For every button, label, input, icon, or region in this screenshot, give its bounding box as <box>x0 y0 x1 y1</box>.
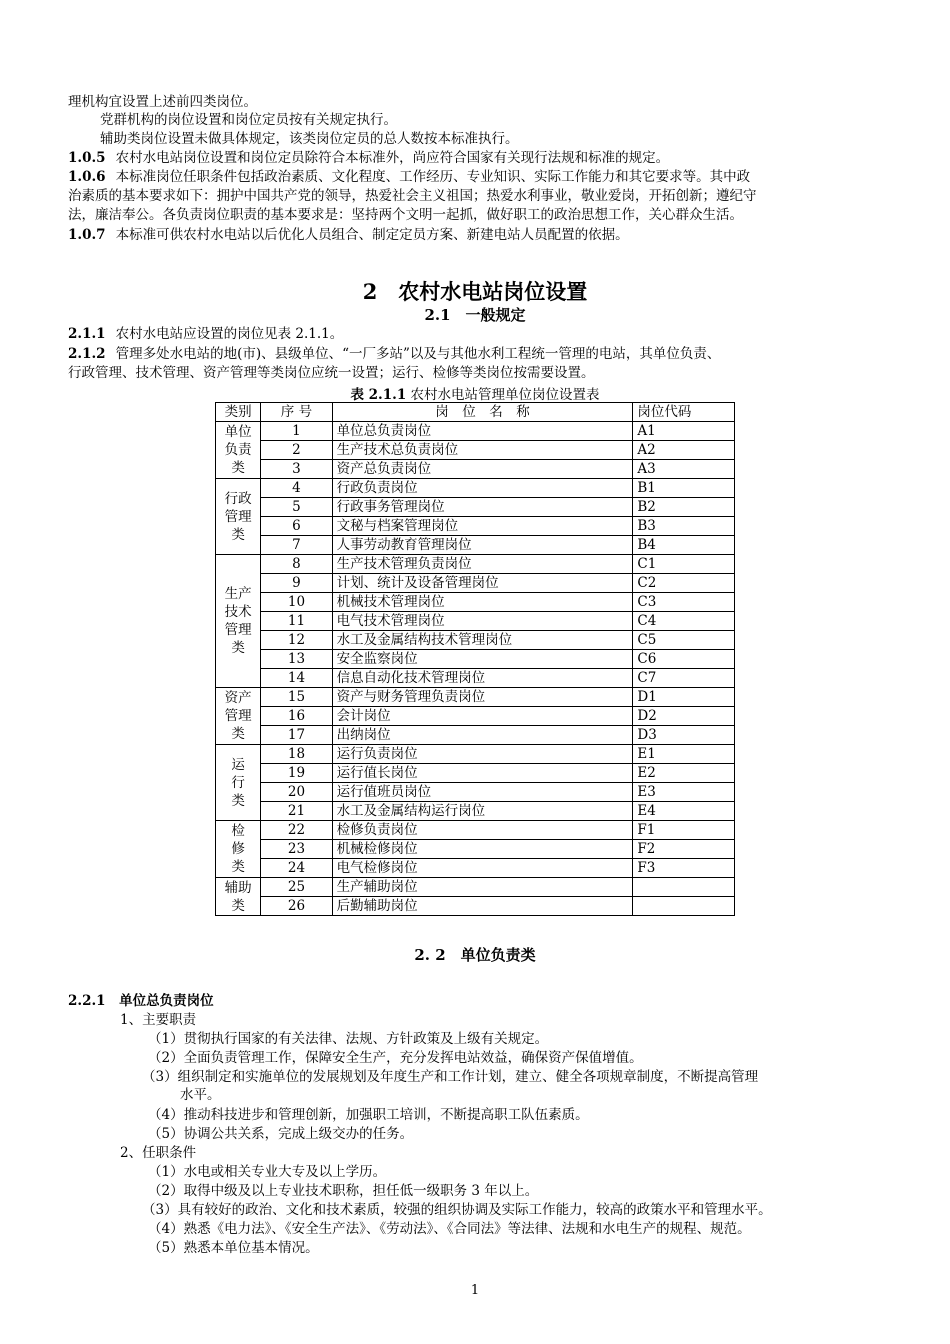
seq-cell: 18 <box>261 745 332 764</box>
clause-2-2-1-title: 2.2.1 单位总负责岗位 <box>68 993 214 1009</box>
table-row <box>216 574 735 593</box>
requirements-title: 2、任职条件 <box>120 1145 197 1161</box>
table-row <box>216 897 735 916</box>
page-number: 1 <box>470 1283 480 1298</box>
post-setting-table <box>215 402 735 916</box>
category-cell: 单位 负责 类 <box>216 422 261 479</box>
seq-cell: 10 <box>261 593 332 612</box>
seq-cell: 19 <box>261 764 332 783</box>
duty-item: （5）协调公共关系，完成上级交办的任务。 <box>148 1126 414 1142</box>
clause-text: 农村水电站岗位设置和岗位定员除符合本标准外，尚应符合国家有关现行法规和标准的规定。 <box>115 150 670 166</box>
clause-number: 1.0.7 <box>68 227 106 243</box>
seq-cell: 7 <box>261 536 332 555</box>
table-row <box>216 669 735 688</box>
requirement-item: （5）熟悉本单位基本情况。 <box>148 1240 319 1256</box>
clause-2-1-1 <box>68 325 343 343</box>
seq-cell: 11 <box>261 612 332 631</box>
intro-line-2: 党群机构的岗位设置和岗位定员按有关规定执行。 <box>100 112 397 128</box>
seq-cell: 2 <box>261 441 332 460</box>
duty-item-continuation: 水平。 <box>180 1087 221 1103</box>
post-name-cell: 电气检修岗位 <box>332 859 633 878</box>
section-2-2-title: 2. 2 单位负责类 <box>414 946 536 964</box>
post-code-cell: A1 <box>633 422 735 441</box>
post-code-cell: E4 <box>633 802 735 821</box>
post-name-cell: 行政事务管理岗位 <box>332 498 633 517</box>
table-row <box>216 878 735 897</box>
table-row <box>216 422 735 441</box>
post-name-cell: 资产总负责岗位 <box>332 460 633 479</box>
clause-number: 2.1.1 <box>68 326 106 342</box>
table-row <box>216 859 735 878</box>
table-row <box>216 517 735 536</box>
post-code-cell: C2 <box>633 574 735 593</box>
requirement-item: （1）水电或相关专业大专及以上学历。 <box>148 1164 387 1180</box>
seq-cell: 23 <box>261 840 332 859</box>
category-cell: 检 修 类 <box>216 821 261 878</box>
post-code-cell: D3 <box>633 726 735 745</box>
duty-item: （4）推动科技进步和管理创新，加强职工培训，不断提高职工队伍素质。 <box>148 1107 589 1123</box>
clause-1-0-6-line-2: 治素质的基本要求如下：拥护中国共产党的领导，热爱社会主义祖国；热爱水利事业，敬业爱岗，开拓创新；遵纪守 <box>68 188 757 204</box>
category-cell: 行政 管理 类 <box>216 479 261 555</box>
post-name-cell: 出纳岗位 <box>332 726 633 745</box>
post-name-cell: 会计岗位 <box>332 707 633 726</box>
clause-number: 2.1.2 <box>68 346 106 362</box>
table-caption <box>0 383 950 403</box>
post-code-cell: E3 <box>633 783 735 802</box>
table-row <box>216 688 735 707</box>
table-row <box>216 840 735 859</box>
table-row <box>216 745 735 764</box>
post-code-cell: A2 <box>633 441 735 460</box>
post-code-cell: B2 <box>633 498 735 517</box>
table-row <box>216 764 735 783</box>
post-code-cell: D2 <box>633 707 735 726</box>
post-code-cell: C7 <box>633 669 735 688</box>
seq-cell: 21 <box>261 802 332 821</box>
seq-cell: 26 <box>261 897 332 916</box>
table-row <box>216 612 735 631</box>
table-row <box>216 650 735 669</box>
post-name-cell: 信息自动化技术管理岗位 <box>332 669 633 688</box>
category-cell: 辅助 类 <box>216 878 261 916</box>
table-row <box>216 593 735 612</box>
table-row <box>216 498 735 517</box>
post-name-cell: 生产辅助岗位 <box>332 878 633 897</box>
post-code-cell: F1 <box>633 821 735 840</box>
seq-cell: 20 <box>261 783 332 802</box>
intro-line-1: 理机构宜设置上述前四类岗位。 <box>68 94 257 110</box>
clause-text: 本标准岗位任职条件包括政治素质、文化程度、工作经历、专业知识、实际工作能力和其它要求等。其中政 <box>115 169 751 185</box>
header-code: 岗位代码 <box>633 403 735 422</box>
post-code-cell: B4 <box>633 536 735 555</box>
clause-text: 本标准可供农村水电站以后优化人员组合、制定定员方案、新建电站人员配置的依据。 <box>115 227 629 243</box>
seq-cell: 17 <box>261 726 332 745</box>
category-cell: 运 行 类 <box>216 745 261 821</box>
header-seq: 序 号 <box>261 403 332 422</box>
post-name-cell: 机械检修岗位 <box>332 840 633 859</box>
post-name-cell: 安全监察岗位 <box>332 650 633 669</box>
chapter-title: 2 农村水电站岗位设置 <box>362 279 588 304</box>
post-name-cell: 后勤辅助岗位 <box>332 897 633 916</box>
clause-number: 1.0.5 <box>68 150 106 166</box>
post-code-cell <box>633 878 735 897</box>
intro-line-3: 辅助类岗位设置未做具体规定，该类岗位定员的总人数按本标准执行。 <box>100 131 519 147</box>
post-code-cell: B3 <box>633 517 735 536</box>
table-row <box>216 631 735 650</box>
clause-2-1-2 <box>68 345 720 363</box>
post-code-cell: C1 <box>633 555 735 574</box>
post-name-cell: 检修负责岗位 <box>332 821 633 840</box>
post-code-cell: C5 <box>633 631 735 650</box>
table-row <box>216 536 735 555</box>
post-code-cell: C4 <box>633 612 735 631</box>
post-name-cell: 人事劳动教育管理岗位 <box>332 536 633 555</box>
table-row <box>216 441 735 460</box>
clause-text: 管理多处水电站的地(市)、县级单位、“一厂多站”以及与其他水利工程统一管理的电站，其单位负责、 <box>115 346 721 362</box>
duty-item: （3）组织制定和实施单位的发展规划及年度生产和工作计划，建立、健全各项规章制度，不断提高管理 <box>142 1069 759 1085</box>
seq-cell: 22 <box>261 821 332 840</box>
post-code-cell: F3 <box>633 859 735 878</box>
post-name-cell: 文秘与档案管理岗位 <box>332 517 633 536</box>
table-row <box>216 460 735 479</box>
clause-number: 1.0.6 <box>68 169 106 185</box>
table-header-row <box>216 403 735 422</box>
post-name-cell: 生产技术总负责岗位 <box>332 441 633 460</box>
seq-cell: 25 <box>261 878 332 897</box>
post-code-cell <box>633 897 735 916</box>
section-2-1-title: 2.1 一般规定 <box>424 306 526 324</box>
seq-cell: 3 <box>261 460 332 479</box>
table-caption-title: 农村水电站管理单位岗位设置表 <box>410 387 600 403</box>
duty-item: （1）贯彻执行国家的有关法律、法规、方针政策及上级有关规定。 <box>148 1031 549 1047</box>
table-row <box>216 555 735 574</box>
seq-cell: 9 <box>261 574 332 593</box>
post-name-cell: 资产与财务管理负责岗位 <box>332 688 633 707</box>
duty-item: （2）全面负责管理工作，保障安全生产，充分发挥电站效益，确保资产保值增值。 <box>148 1050 643 1066</box>
post-code-cell: B1 <box>633 479 735 498</box>
post-name-cell: 运行值长岗位 <box>332 764 633 783</box>
post-name-cell: 水工及金属结构运行岗位 <box>332 802 633 821</box>
post-name-cell: 行政负责岗位 <box>332 479 633 498</box>
table-row <box>216 479 735 498</box>
post-name-cell: 运行值班员岗位 <box>332 783 633 802</box>
requirement-item: （2）取得中级及以上专业技术职称，担任低一级职务 3 年以上。 <box>148 1183 539 1199</box>
clause-text: 农村水电站应设置的岗位见表 2.1.1。 <box>115 326 344 342</box>
seq-cell: 6 <box>261 517 332 536</box>
category-cell: 资产 管理 类 <box>216 688 261 745</box>
table-row <box>216 707 735 726</box>
table-row <box>216 802 735 821</box>
category-cell: 生产 技术 管理 类 <box>216 555 261 688</box>
post-name-cell: 生产技术管理负责岗位 <box>332 555 633 574</box>
seq-cell: 8 <box>261 555 332 574</box>
seq-cell: 12 <box>261 631 332 650</box>
clause-1-0-6-line-3: 法，廉洁奉公。各负责岗位职责的基本要求是：坚持两个文明一起抓，做好职工的政治思想工作，关心群众生活。 <box>68 207 743 223</box>
requirement-item: （4）熟悉《电力法》、《安全生产法》、《劳动法》、《合同法》等法律、法规和水电生产的规程、规范。 <box>148 1221 751 1237</box>
seq-cell: 13 <box>261 650 332 669</box>
post-name-cell: 机械技术管理岗位 <box>332 593 633 612</box>
table-row <box>216 783 735 802</box>
header-name: 岗 位 名 称 <box>332 403 633 422</box>
table-row <box>216 821 735 840</box>
post-code-cell: F2 <box>633 840 735 859</box>
post-code-cell: D1 <box>633 688 735 707</box>
header-category: 类别 <box>216 403 261 422</box>
post-name-cell: 水工及金属结构技术管理岗位 <box>332 631 633 650</box>
seq-cell: 15 <box>261 688 332 707</box>
clause-2-1-2-line-2: 行政管理、技术管理、资产管理等类岗位应统一设置；运行、检修等类岗位按需要设置。 <box>68 365 595 381</box>
seq-cell: 16 <box>261 707 332 726</box>
clause-1-0-5 <box>68 149 669 167</box>
seq-cell: 1 <box>261 422 332 441</box>
post-name-cell: 电气技术管理岗位 <box>332 612 633 631</box>
post-name-cell: 运行负责岗位 <box>332 745 633 764</box>
post-name-cell: 单位总负责岗位 <box>332 422 633 441</box>
table-caption-number: 表 2.1.1 <box>350 387 407 403</box>
post-code-cell: C3 <box>633 593 735 612</box>
seq-cell: 5 <box>261 498 332 517</box>
seq-cell: 4 <box>261 479 332 498</box>
seq-cell: 24 <box>261 859 332 878</box>
post-code-cell: A3 <box>633 460 735 479</box>
clause-1-0-7 <box>68 226 629 244</box>
post-code-cell: E1 <box>633 745 735 764</box>
table-body <box>216 422 735 916</box>
seq-cell: 14 <box>261 669 332 688</box>
post-name-cell: 计划、统计及设备管理岗位 <box>332 574 633 593</box>
table-row <box>216 726 735 745</box>
post-code-cell: E2 <box>633 764 735 783</box>
duties-title: 1、主要职责 <box>120 1012 197 1028</box>
post-code-cell: C6 <box>633 650 735 669</box>
clause-1-0-6 <box>68 168 750 186</box>
requirement-item: （3）具有较好的政治、文化和技术素质，较强的组织协调及实际工作能力，较高的政策水平和管理水平。 <box>142 1202 772 1218</box>
